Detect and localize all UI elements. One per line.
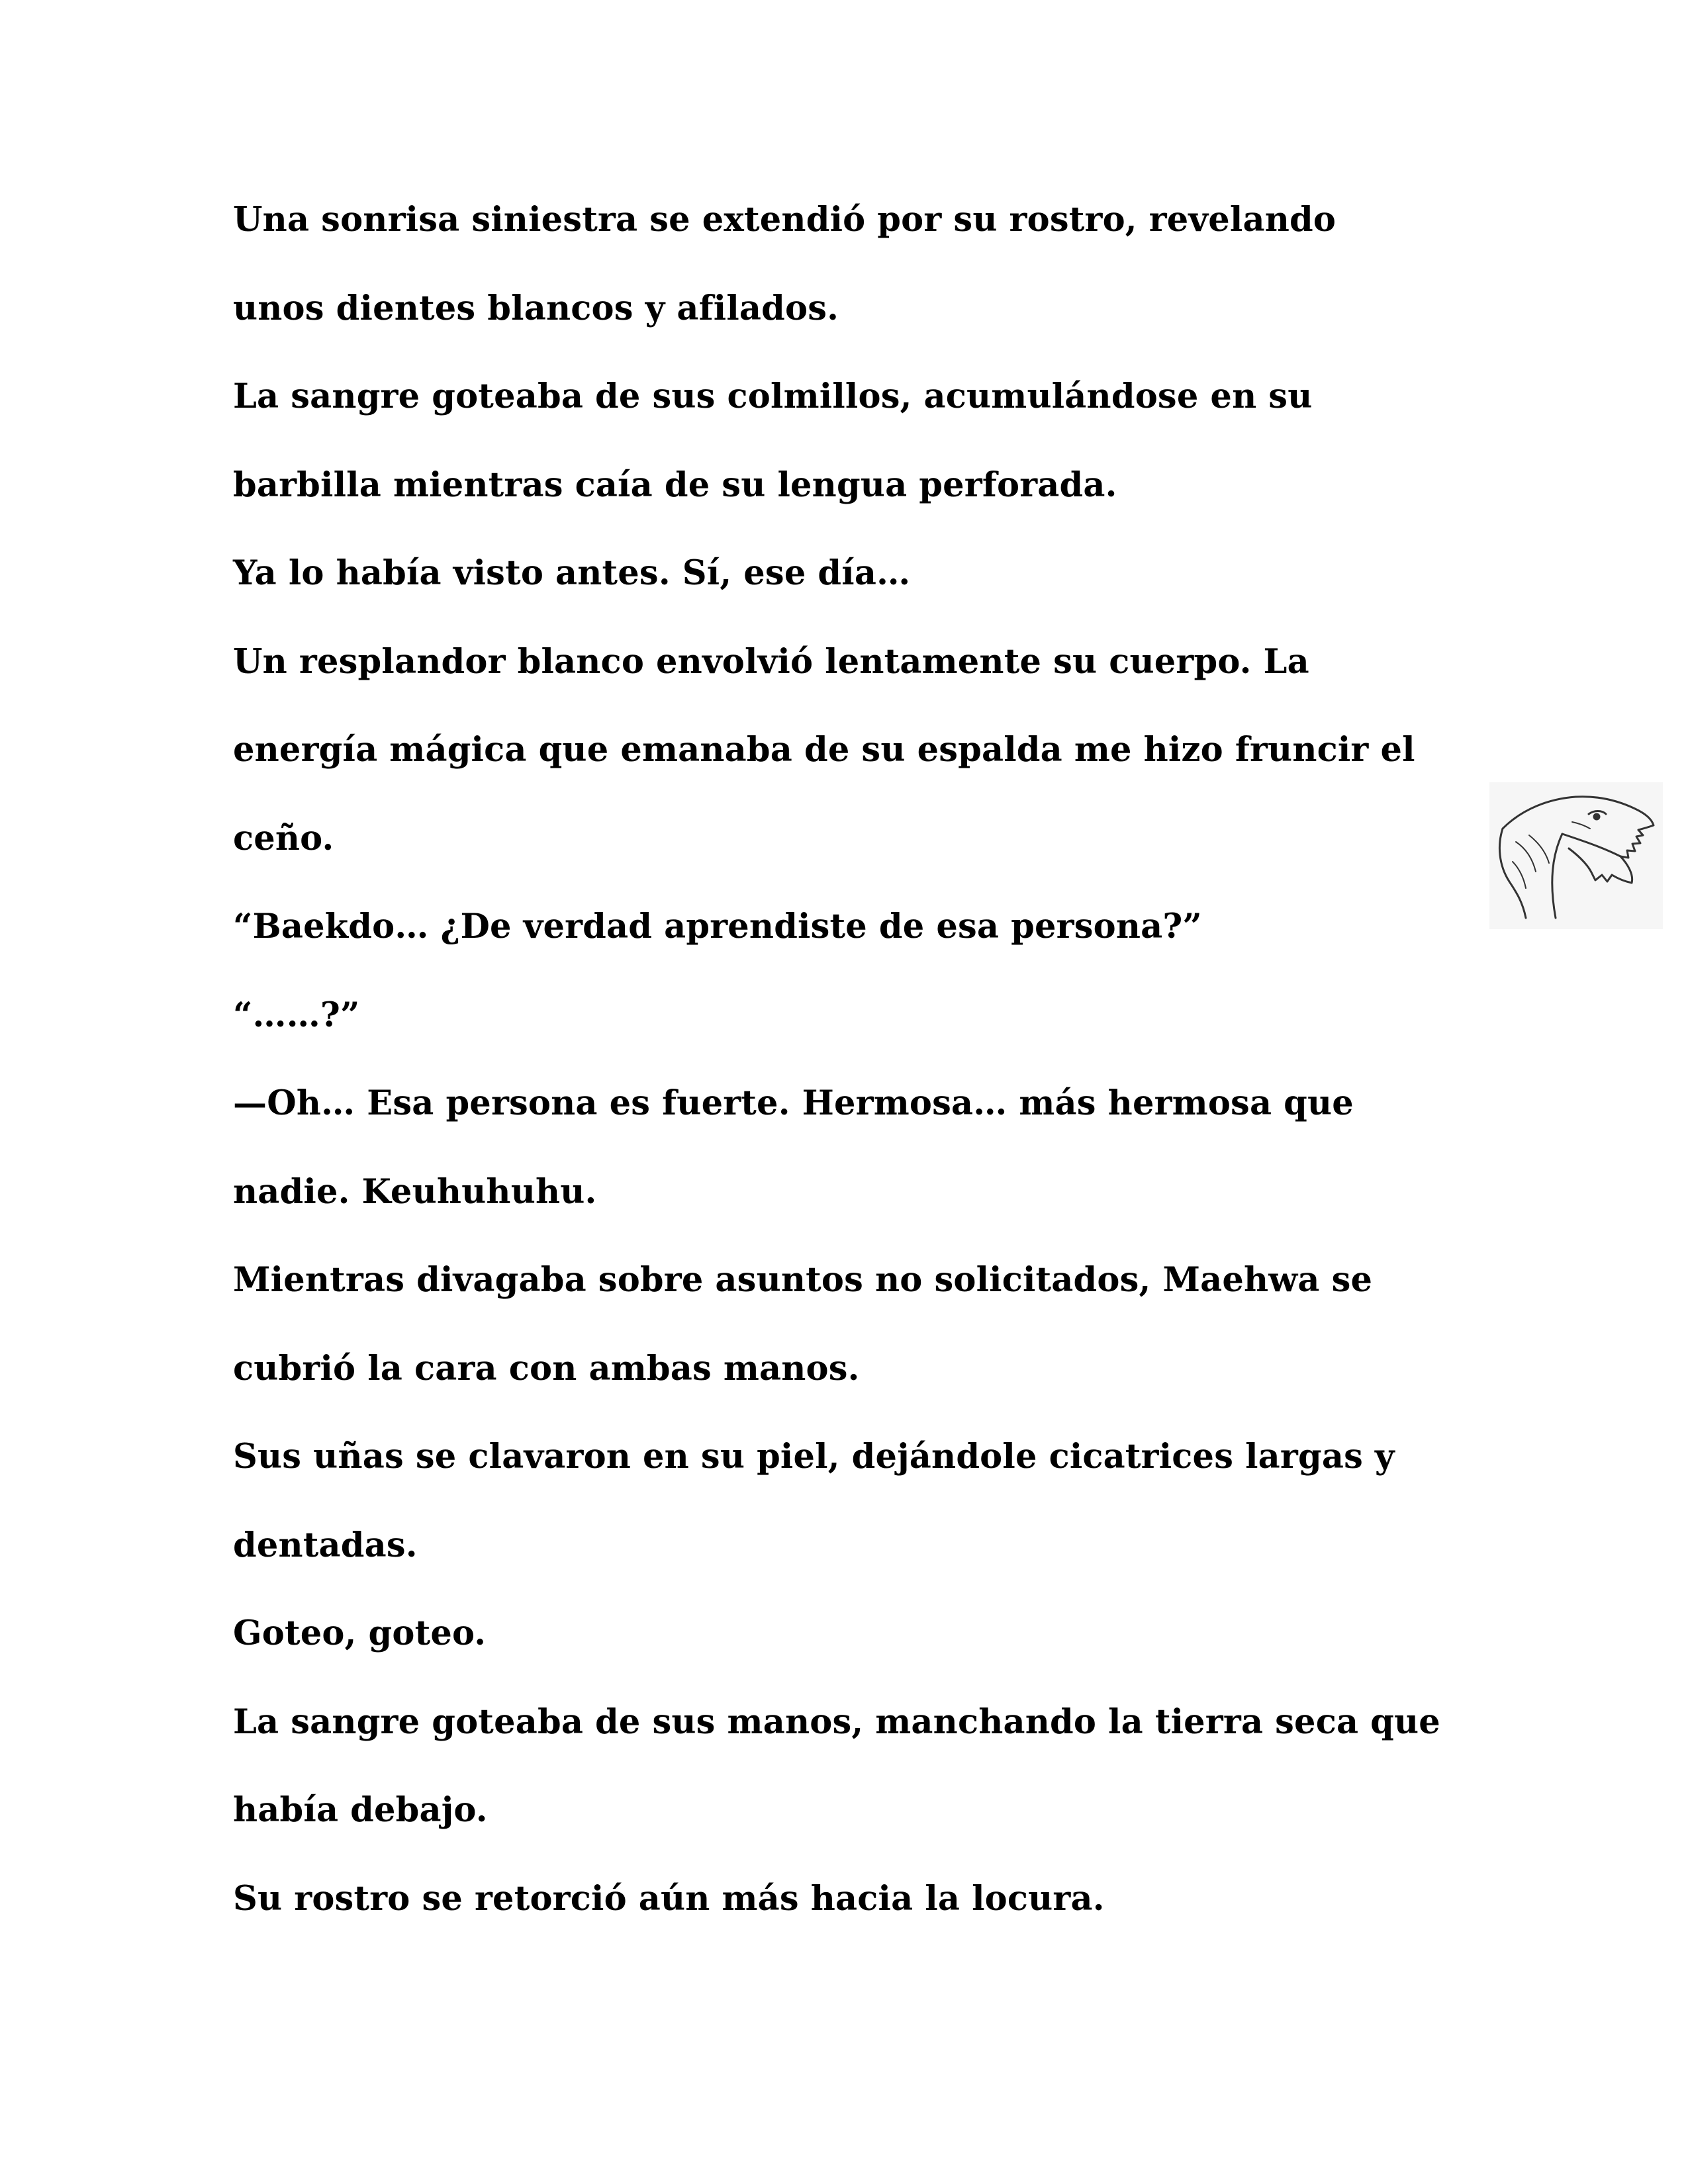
text-line: Su rostro se retorció aún más hacia la locura. [233,1878,1105,1919]
body-text [233,193,1491,1960]
text-line: barbilla mientras caía de su lengua perforada. [233,465,1117,505]
text-line: energía mágica que emanaba de su espalda me hizo fruncir el [233,730,1415,770]
dinosaur-head-icon [1489,782,1663,929]
text-line: había debajo. [233,1790,488,1830]
text-line: unos dientes blancos y afilados. [233,288,839,328]
text-line: La sangre goteaba de sus manos, manchando la tierra seca que [233,1702,1440,1742]
text-line: La sangre goteaba de sus colmillos, acumulándose en su [233,377,1313,416]
text-line: Mientras divagaba sobre asuntos no solicitados, Maehwa se [233,1260,1373,1300]
text-line: nadie. Keuhuhuhu. [233,1171,597,1212]
text-line: Una sonrisa siniestra se extendió por su rostro, revelando [233,200,1336,240]
text-line: Un resplandor blanco envolvió lentamente su cuerpo. La [233,641,1309,682]
text-line: Goteo, goteo. [233,1614,487,1653]
text-line: cubrió la cara con ambas manos. [233,1348,860,1388]
text-line: dentadas. [233,1525,418,1565]
text-line: Ya lo había visto antes. Sí, ese día… [233,553,911,593]
text-line: “……?” [233,995,360,1035]
text-line: “Baekdo… ¿De verdad aprendiste de esa persona?” [233,907,1202,946]
text-line: —Oh… Esa persona es fuerte. Hermosa… más hermosa que [233,1083,1354,1123]
text-line: ceño. [233,818,334,858]
text-line: Sus uñas se clavaron en su piel, dejándole cicatrices largas y [233,1437,1395,1477]
